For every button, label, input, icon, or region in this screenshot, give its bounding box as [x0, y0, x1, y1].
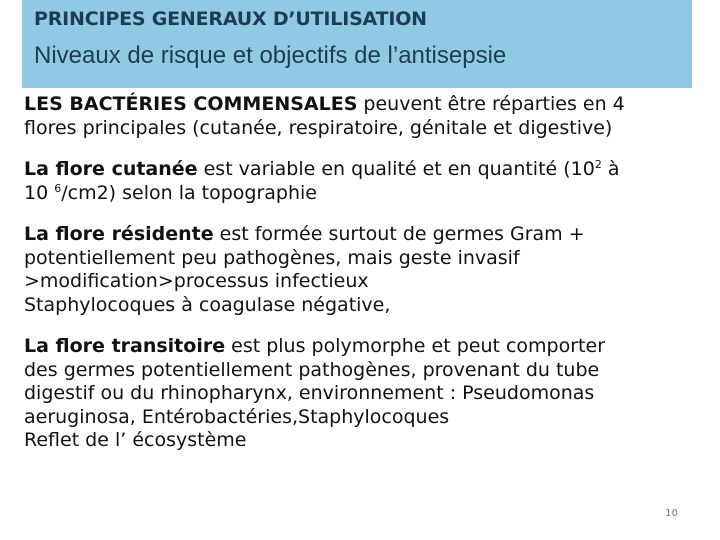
superscript: 2: [594, 158, 602, 171]
paragraph-text: est plus polymorphe et peut comporter: [225, 335, 606, 357]
paragraph-commensales: [24, 93, 704, 140]
paragraph-line: digestif ou du rhinopharynx, environnement : Pseudomonas: [24, 382, 595, 404]
paragraph-line: Reflet de l’ écosystème: [24, 429, 247, 451]
paragraph-line: flores principales (cutanée, respiratoire, génitale et digestive): [24, 116, 613, 139]
paragraph-text: est formée surtout de germes Gram +: [213, 223, 585, 245]
slide-subtitle: Niveaux de risque et objectifs de l’antisepsie: [34, 42, 507, 69]
paragraph-line: [24, 335, 704, 359]
paragraph-lead: LES BACTÉRIES COMMENSALES: [24, 93, 358, 115]
paragraph-flore-residente: [24, 223, 704, 317]
slide-title: PRINCIPES GENERAUX D’UTILISATION: [34, 8, 427, 30]
paragraph-flore-transitoire: [24, 335, 704, 453]
paragraph-text: à: [601, 158, 620, 180]
paragraph-line: [24, 182, 704, 206]
paragraph-lead-term: transitoire: [111, 335, 226, 357]
slide-header: [22, 0, 692, 88]
paragraph-flore-cutanee: [24, 158, 704, 205]
paragraph-line: [24, 223, 704, 247]
paragraph-text: 10: [24, 181, 55, 204]
paragraph-line: potentiellement peu pathogènes, mais geste invasif: [24, 246, 520, 269]
slide-body: [24, 93, 704, 471]
page-number: 10: [665, 508, 678, 519]
paragraph-lead-term: résidente: [111, 223, 214, 245]
paragraph-line: [24, 158, 704, 182]
paragraph-text: est variable en qualité et en quantité (10: [197, 158, 595, 180]
superscript: 6: [54, 181, 62, 195]
paragraph-lead: La flore: [24, 223, 112, 245]
paragraph-line: des germes potentiellement pathogènes, provenant du tube: [24, 358, 600, 381]
paragraph-lead: La flore: [24, 158, 112, 180]
paragraph-lead: La flore: [24, 335, 112, 357]
paragraph-lead-term: cutanée: [111, 158, 198, 180]
paragraph-line: [24, 93, 704, 117]
paragraph-text: peuvent être réparties en 4: [357, 93, 625, 115]
paragraph-text: /cm2) selon la topographie: [61, 181, 317, 204]
paragraph-line: >modification>processus infectieux: [24, 270, 369, 292]
paragraph-line: aeruginosa, Entérobactéries,Staphylocoques: [24, 405, 450, 428]
paragraph-line: Staphylocoques à coagulase négative,: [24, 293, 391, 316]
